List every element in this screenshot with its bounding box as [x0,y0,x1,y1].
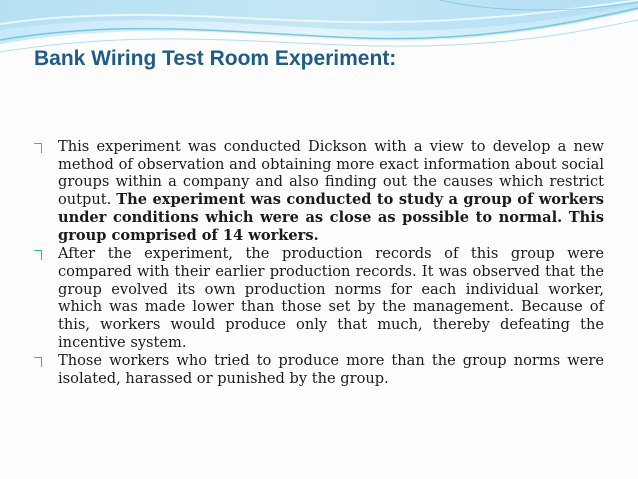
bullet-bold-text: The experiment was conducted to study a group of workers under conditions which were as close as possible to normal. This group comprised of 14 workers. [58,191,604,244]
bullet-item [34,245,604,351]
bullet-text: After the experiment, the production records of this group were compared with their earlier production records. It was observed that the group evolved its own production norms for each individual worker, which was made lower than those set by the management. Because of this, workers would produce only that much, thereby defeating the incentive system. [58,245,604,351]
slide-title: Bank Wiring Test Room Experiment: [34,47,397,70]
bullet-marker-icon [34,250,42,260]
bullet-text: This experiment was conducted Dickson with a view to develop a new method of observation and obtaining more exact information about social groups within a company and also finding out the causes which restrict output. [58,138,604,209]
bullet-item [34,138,604,244]
bullet-list [34,138,604,389]
bullet-marker-icon [34,143,42,153]
bullet-item [34,352,604,387]
bullet-marker-icon [34,357,42,367]
bullet-text: Those workers who tried to produce more than the group norms were isolated, harassed or punished by the group. [58,352,604,388]
